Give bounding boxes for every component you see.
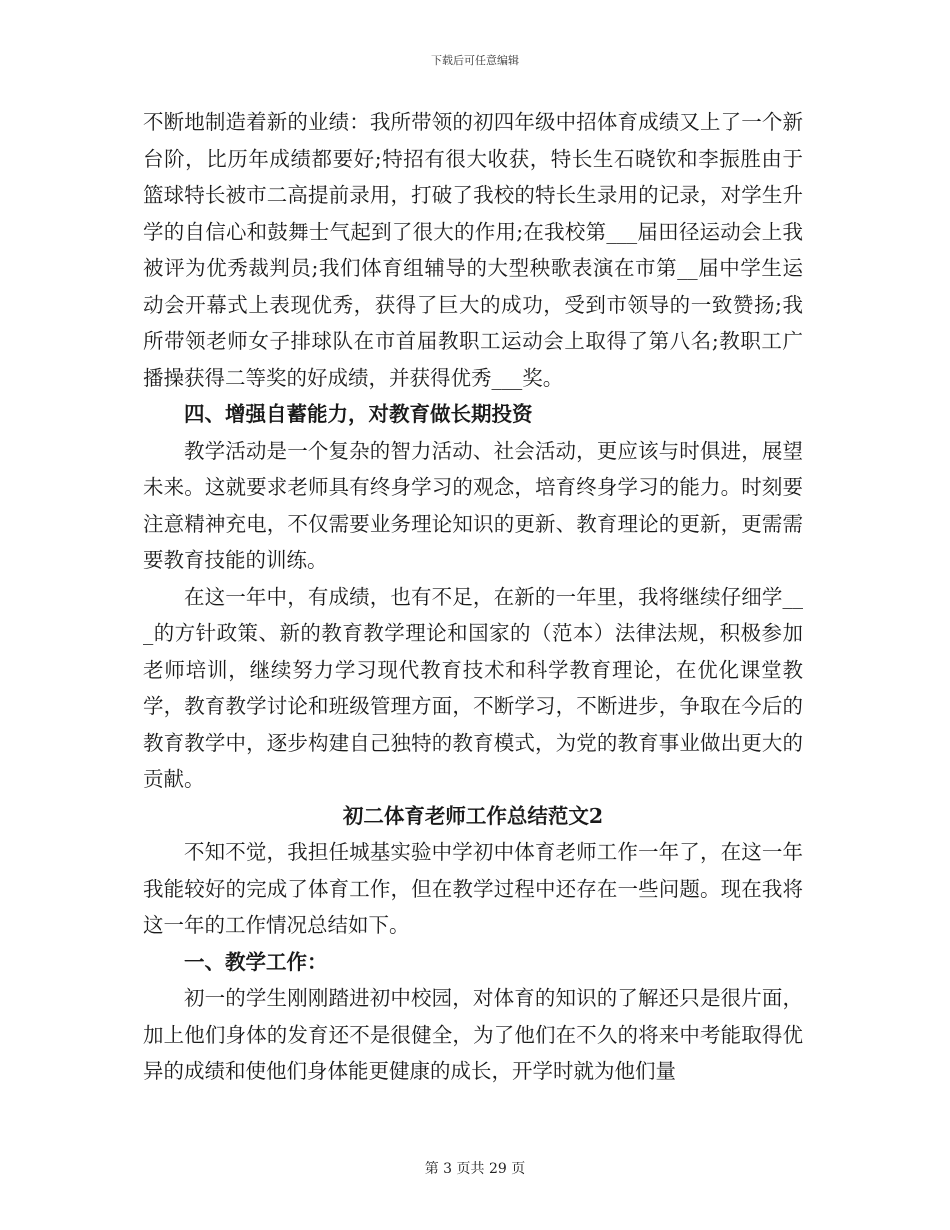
section-heading-4: 四、增强自蓄能力，对教育做长期投资 [184, 402, 533, 426]
article-title-2: 初二体育老师工作总结范文2 [342, 803, 604, 828]
paragraph-teaching: 初一的学生刚刚踏进初中校园，对体育的知识的了解还只是很片面，加上他们身体的发育还不是很健全，为了他们在不久的将来中考能取得优异的成绩和使他们身体能更健康的成长，开学时就为他们量 [143, 986, 803, 1083]
paragraph-future-plan: 在这一年中，有成绩，也有不足，在新的一年里，我将继续仔细学___的方针政策、新的教育教学理论和国家的（范本）法律法规，积极参加老师培训，继续努力学习现代教育技术和科学教育理论，在优化课堂教学，教育教学讨论和班级管理方面，不断学习，不断进步，争取在今后的教育教学中，逐步构建自己独特的教育模式，为党的教育事业做出更大的贡献。 [143, 584, 803, 791]
page-number-footer: 第 3 页共 29 页 [424, 1161, 526, 1177]
document-body [143, 104, 803, 1090]
paragraph-lifelong-learning: 教学活动是一个复杂的智力活动、社会活动，更应该与时俱进，展望未来。这就要求老师具有终身学习的观念，培育终身学习的能力。时刻要注意精神充电，不仅需要业务理论知识的更新、教育理论的更新，更需需要教育技能的训练。 [143, 438, 803, 572]
section-heading-1: 一、教学工作： [184, 949, 328, 974]
page-header-note: 下载后可任意编辑 [431, 54, 519, 67]
paragraph-intro: 不知不觉，我担任城基实验中学初中体育老师工作一年了，在这一年我能较好的完成了体育工作，但在教学过程中还存在一些问题。现在我将这一年的工作情况总结如下。 [143, 840, 803, 937]
paragraph-achievements: 不断地制造着新的业绩：我所带领的初四年级中招体育成绩又上了一个新台阶，比历年成绩都要好;特招有很大收获，特长生石晓钦和李振胜由于篮球特长被市二高提前录用，打破了我校的特长生录用的记录，对学生升学的自信心和鼓舞士气起到了很大的作用;在我校第___届田径运动会上我被评为优秀裁判员;我们体育组辅导的大型秧歌表演在市第__届中学生运动会开幕式上表现优秀，获得了巨大的成功，受到市领导的一致赞扬;我所带领老师女子排球队在市首届教职工运动会上取得了第八名;教职工广播操获得二等奖的好成绩，并获得优秀___奖。 [143, 110, 803, 390]
